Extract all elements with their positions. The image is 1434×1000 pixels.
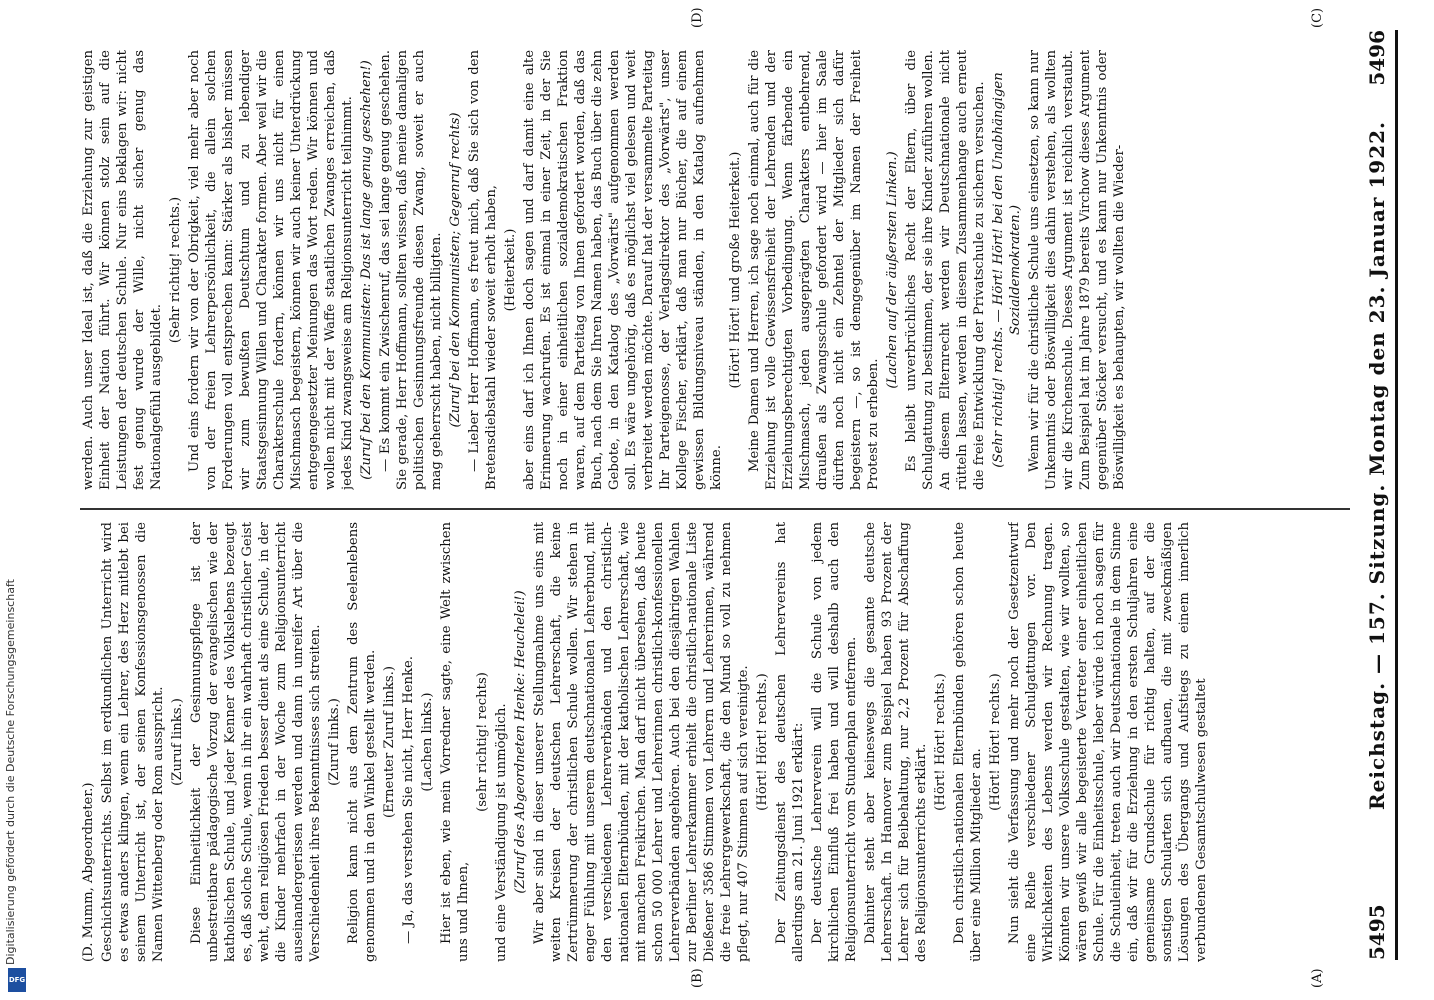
interjection: (Hört! Hört! rechts.)	[755, 673, 770, 811]
right-text-column	[80, 50, 1345, 490]
paragraph: — Ja, das verstehen Sie nicht, Herr Henke.	[401, 655, 416, 944]
margin-marker-d: (D)	[690, 7, 705, 28]
page-number-right: 5496	[1365, 30, 1389, 86]
page-title: Reichstag. — 157. Sitzung. Montag den 23. Januar 1922.	[1365, 120, 1389, 810]
interjection: (Zuruf links.)	[170, 698, 185, 786]
paragraph: Diese Einheitlichkeit der Gesinnungspflege ist der unbestreitbare pädagogische Vorzug der evangelischen wie der katholischen Schule, und jeder Kenner des Volkslebens bezeugt es, daß solche Schule, wenn in ihr ein wahrhaft christlicher Geist weht, dem religiösen Frieden besser dient als eine Schule, in der die Kinder mehrfach in der Woche zum Religionsunterricht auseinandergerissen werden und dann in unreifer Art über die Verschiedenheit ihres Bekenntnisses sich streiten.	[189, 522, 323, 962]
interjection: (Zuruf bei den Kommunisten: Das ist lange genug geschehen!)	[359, 60, 374, 480]
interjection: (Zuruf bei den Kommunisten; Gegenruf rechts)	[448, 112, 463, 428]
margin-marker-c: (C)	[1310, 7, 1325, 28]
sidebar-credit: Digitalisierung gefördert durch die Deutsche Forschungsgemeinschaft	[4, 579, 17, 965]
paragraph: Den christlich-nationalen Elternbünden gehören schon heute über eine Million Mitglieder an.	[952, 522, 984, 962]
paragraph: Wenn wir für die christliche Schule uns einsetzen, so kann nur Unkenntnis oder Böswilligkeit dies dahin verstehen, als wollten wir die Kirchenschule. Dieses Argument ist reichlich verstaubt. Zum Beispiel hat im Jahre 1879 bereits Virchow dieses Argument gegenüber Stöcker versucht, und es kann nur Unkenntnis oder Böswilligkeit es behaupten, wir wollten die Wieder-	[1027, 50, 1127, 490]
paragraph: Meine Damen und Herren, ich sage noch einmal, auch für die Erziehung ist volle Gewissensfreiheit der Lehrenden und der Erziehungsberechtigten Vorbedingung. Wenn färbende ein Mischmasch, jeden ausgeprägten Charakters entbehrend, draußen als Zwangsschule gefordert wird — hier im Saale dürften noch nicht ein Zehntel der Mitglieder sich dafür begeistern —, so ist demgegenüber im Namen der Freiheit Protest zu erheben.	[747, 50, 881, 490]
paragraph: Hier ist eben, wie mein Vorredner sagte, eine Welt zwischen uns und Ihnen,	[439, 522, 471, 962]
margin-marker-b: (B)	[690, 968, 705, 988]
paragraph: Der deutsche Lehrerverein will die Schule von jedem kirchlichen Einfluß frei haben und will deshalb auch den Religionsunterricht vom Stundenplan entfernen.	[810, 522, 859, 962]
paragraph: Nun sieht die Verfassung und mehr noch der Gesetzentwurf eine Reihe verschiedener Schulgattungen vor. Den Wirklichkeiten des Lebens werden wir Rechnung tragen. Könnten wir unsere Volksschule gestalten, wie wir wollten, so wären gewiß wir alle begeisterte Vertreter einer einheitlichen Schule. Für die Einheitsschule, lieber würde ich noch sagen für die Schuleinheit, treten auch wir Deutschnationale in dem Sinne ein, daß wir für die Erziehung in den ersten Schuljahren eine gemeinsame Grundschule für richtig halten, auf der die sonstigen Schularten sich aufbauen, die mit zweckmäßigen Lösungen des Übergangs und Aufstiegs zu einem innerlich verbundenen Gesamtschulwesen gestaltet	[1007, 522, 1209, 962]
interjection: (Hört! Hört! rechts.)	[933, 673, 948, 811]
page-header	[1355, 30, 1398, 960]
interjection: (Zuruf links.)	[327, 698, 342, 786]
interjection: (Hört! Hört! rechts.)	[988, 673, 1003, 811]
sidebar-credit-strip	[0, 0, 22, 995]
page-number-left: 5495	[1365, 904, 1389, 960]
interjection: (Sehr richtig! rechts. — Hört! Hört! bei den Unabhängigen Sozialdemokraten.)	[991, 72, 1023, 468]
paragraph: Wir aber sind in dieser unserer Stellungnahme uns eins mit weiten Kreisen der deutschen Lehrerschaft, die keine Zertrümmerung der christlichen Schule wollen. Wir stehen in enger Fühlung mit unserem deutschnationalen Lehrerbund, mit den verschiedenen Lehrerverbänden und den christlich-nationalen Elternbünden, mit der katholischen Lehrerschaft, wie mit manchen Freikirchen. Man darf nicht übersehen, daß heute schon 50 000 Lehrer und Lehrerinnen christlich-konfessionellen Lehrerverbänden angehören. Auch bei den diesjährigen Wahlen zur Berliner Lehrerkammer erhielt die christlich-nationale Liste Dießener 3586 Stimmen von Lehrern und Lehrerinnen, während die freie Lehrergewerkschaft, die den Mund so voll zu nehmen pflegt, nur 407 Stimmen auf sich vereinigte.	[532, 522, 751, 962]
paragraph: Religion kann nicht aus dem Zentrum des Seelenlebens genommen und in den Winkel gestellt werden.	[346, 522, 378, 962]
interjection: (Lachen links.)	[420, 692, 435, 792]
paragraph: und eine Verständigung ist unmöglich.	[494, 703, 509, 962]
paragraph: — Es kommt ein Zwischenruf, das sei lange genug geschehen. Sie gerade, Herr Hoffmann, sollten wissen, daß meine damaligen politischen Gesinnungsfreunde diesen Zwang, soweit er auch mag geherrscht haben, nicht billigten.	[378, 50, 444, 490]
interjection: (Heiterkeit.)	[503, 228, 518, 312]
paragraph: Es bleibt unverbrüchliches Recht der Eltern, über die Schulgattung zu bestimmen, der sie ihre Kinder zuführen wollen. An diesem Elternrecht werden wir Deutschnationale nicht rütteln lassen, werden in diesem Zusammenhange auch erneut die freie Entwicklung der Privatschule zu sichern versuchen.	[904, 50, 987, 490]
interjection: (Hört! Hört! und große Heiterkeit.)	[728, 151, 743, 389]
interjection: (sehr richtig! rechts)	[475, 672, 490, 812]
interjection: (Erneuter Zuruf links.)	[382, 665, 397, 819]
paragraph: werden. Auch unser Ideal ist, daß die Erziehung zur geistigen Einheit der Nation führt. Wir können stolz sein auf die Leistungen der deutschen Schule. Nur eins beklagen wir: nicht fest genug wurde der Wille, nicht sicher genug das Nationalgefühl ausgebildet.	[81, 50, 164, 490]
paragraph: Der Zeitungsdienst des deutschen Lehrervereins hat allerdings am 21. Juni 1921 erklärt:	[774, 522, 806, 962]
interjection: (Lachen auf der äußersten Linken.)	[885, 151, 900, 389]
left-text-column	[80, 522, 1345, 962]
paragraph: aber eins darf ich Ihnen doch sagen und darf damit eine alte Erinnerung wachrufen. Es ist einmal in einer Zeit, in der Sie noch in einer einheitlichen sozialdemokratischen Fraktion waren, auf dem Parteitag von Ihnen gefordert worden, daß das Buch, nach dem Sie Ihren Namen haben, das Buch über die zehn Gebote, in den Katalog des „Vorwärts" aufgenommen werden soll. Es wäre ungehörig, daß es möglichst viel gelesen und weit verbreitet werden möchte. Darauf hat der versammelte Parteitag Ihr Parteigenosse, der Verlagsdirektor des „Vorwärts", unser Kollege Fischer, erklärt, daß man nur Bücher, die auf einem gewissen Bildungsniveau ständen, in den Katalog aufnehmen könne.	[522, 50, 724, 490]
paragraph: — Lieber Herr Hoffmann, es freut mich, daß Sie sich von den Bretensdiebstahl wieder soweit erholt haben,	[467, 50, 499, 490]
interjection: (Zuruf des Abgeordneten Henke: Heuchelei!)	[513, 590, 528, 894]
dfg-logo	[8, 968, 26, 992]
interjection: (Sehr richtig! rechts.)	[168, 196, 183, 344]
paragraph: (D. Mumm, Abgeordneter.)	[81, 782, 96, 962]
margin-marker-a: (A)	[1310, 968, 1325, 988]
paragraph: Geschichtsunterrichts. Selbst im erdkundlichen Unterricht wird es etwas anders klingen, wenn ein Lehrer, des Herz mitlebt bei seinem Unterricht ist, der seinen Konfessionsgenossen die Namen Wittenberg oder Rom ausspricht.	[100, 522, 166, 962]
paragraph: Und eins fordern wir von der Obrigkeit, viel mehr aber noch von der freien Lehrerpersönlichkeit, die allein solchen Forderungen voll entsprechen kann: Stärker als bisher müssen wir zum bewußten Deutschtum und zu lebendiger Staatsgesinnung Willen und Charakter formen. Aber weil wir die Charakterschule fordern, können wir uns nicht für einen Mischmasch begeistern, können wir auch keiner Unterdrückung entgegengesetzter Meinungen das Wort reden. Wir können und wollen nicht mit der Waffe staatlichen Zwanges erreichen, daß jedes Kind zwangsweise am Religionsunterricht teilnimmt.	[187, 50, 355, 490]
dfg-logo-text: DFG	[8, 976, 26, 984]
paragraph: Dahinter steht aber keineswegs die gesamte deutsche Lehrerschaft. In Hannover zum Beispiel haben 93 Prozent der Lehrer sich für Beibehaltung, nur 2,2 Prozent für Abschaffung des Religionsunterrichts erklärt.	[863, 522, 929, 962]
column-divider	[80, 508, 1350, 510]
